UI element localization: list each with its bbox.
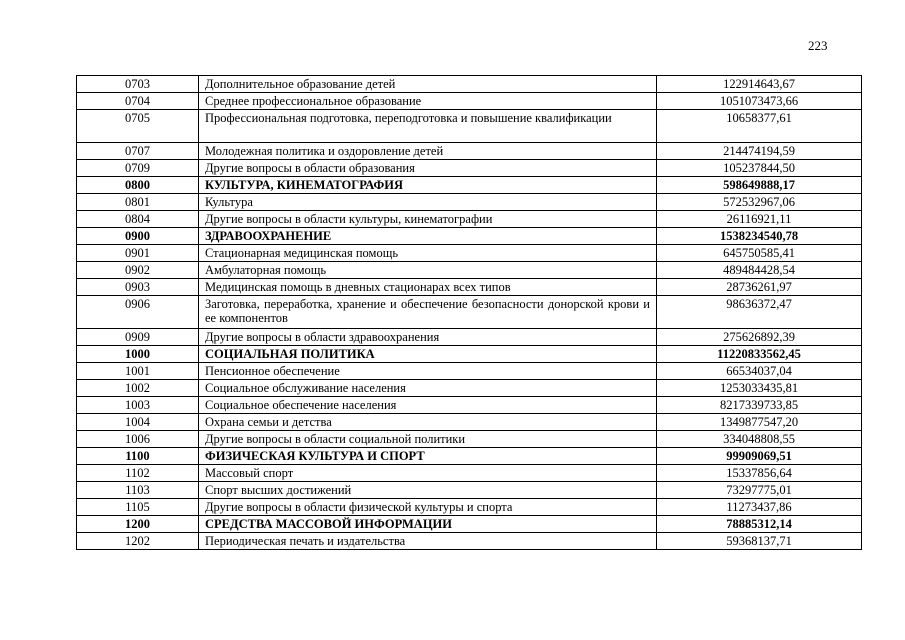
section-amount: 275626892,39 <box>657 329 862 346</box>
table-row <box>77 380 862 397</box>
section-amount: 122914643,67 <box>657 76 862 93</box>
section-code: 0804 <box>77 211 199 228</box>
section-code: 1006 <box>77 431 199 448</box>
section-code: 1105 <box>77 499 199 516</box>
table-row <box>77 211 862 228</box>
section-name: Социальное обеспечение населения <box>199 397 657 414</box>
section-name: Другие вопросы в области культуры, кинематографии <box>199 211 657 228</box>
section-name: Спорт высших достижений <box>199 482 657 499</box>
table-row <box>77 262 862 279</box>
table-row <box>77 228 862 245</box>
section-code: 0705 <box>77 110 199 143</box>
table-row <box>77 346 862 363</box>
section-code: 0709 <box>77 160 199 177</box>
table-row <box>77 397 862 414</box>
section-name: ФИЗИЧЕСКАЯ КУЛЬТУРА И СПОРТ <box>199 448 657 465</box>
section-amount: 11273437,86 <box>657 499 862 516</box>
section-name: Амбулаторная помощь <box>199 262 657 279</box>
table-row <box>77 143 862 160</box>
section-name: Другие вопросы в области физической культуры и спорта <box>199 499 657 516</box>
section-name: Медицинская помощь в дневных стационарах всех типов <box>199 279 657 296</box>
section-name: Стационарная медицинская помощь <box>199 245 657 262</box>
section-amount: 8217339733,85 <box>657 397 862 414</box>
table-row <box>77 93 862 110</box>
section-code: 0900 <box>77 228 199 245</box>
section-code: 0801 <box>77 194 199 211</box>
section-name: Молодежная политика и оздоровление детей <box>199 143 657 160</box>
section-amount: 73297775,01 <box>657 482 862 499</box>
section-code: 0906 <box>77 296 199 329</box>
section-code: 0902 <box>77 262 199 279</box>
section-code: 0901 <box>77 245 199 262</box>
section-name: ЗДРАВООХРАНЕНИЕ <box>199 228 657 245</box>
section-code: 0909 <box>77 329 199 346</box>
section-name: Охрана семьи и детства <box>199 414 657 431</box>
section-code: 1202 <box>77 533 199 550</box>
section-name: СРЕДСТВА МАССОВОЙ ИНФОРМАЦИИ <box>199 516 657 533</box>
section-amount: 15337856,64 <box>657 465 862 482</box>
table-row <box>77 414 862 431</box>
table-row <box>77 245 862 262</box>
section-code: 1002 <box>77 380 199 397</box>
table-row <box>77 482 862 499</box>
section-code: 0707 <box>77 143 199 160</box>
table-row <box>77 533 862 550</box>
budget-table-body <box>77 76 862 550</box>
section-name: Социальное обслуживание населения <box>199 380 657 397</box>
section-code: 1200 <box>77 516 199 533</box>
section-code: 0903 <box>77 279 199 296</box>
section-amount: 645750585,41 <box>657 245 862 262</box>
section-amount: 1349877547,20 <box>657 414 862 431</box>
section-amount: 1538234540,78 <box>657 228 862 245</box>
section-code: 0704 <box>77 93 199 110</box>
section-amount: 78885312,14 <box>657 516 862 533</box>
section-name: Другие вопросы в области образования <box>199 160 657 177</box>
table-row <box>77 499 862 516</box>
section-amount: 28736261,97 <box>657 279 862 296</box>
section-name: Заготовка, переработка, хранение и обеспечение безопасности донорской крови и ее компонентов <box>199 296 657 329</box>
table-row <box>77 194 862 211</box>
section-name: Профессиональная подготовка, переподготовка и повышение квалификации <box>199 110 657 143</box>
section-name: Периодическая печать и издательства <box>199 533 657 550</box>
section-amount: 489484428,54 <box>657 262 862 279</box>
section-amount: 26116921,11 <box>657 211 862 228</box>
section-name: Среднее профессиональное образование <box>199 93 657 110</box>
section-code: 0703 <box>77 76 199 93</box>
table-row <box>77 160 862 177</box>
section-name: Массовый спорт <box>199 465 657 482</box>
table-row <box>77 296 862 329</box>
section-amount: 99909069,51 <box>657 448 862 465</box>
table-row <box>77 448 862 465</box>
section-amount: 105237844,50 <box>657 160 862 177</box>
section-code: 1000 <box>77 346 199 363</box>
section-code: 1004 <box>77 414 199 431</box>
budget-table <box>76 75 862 550</box>
section-name: Дополнительное образование детей <box>199 76 657 93</box>
section-amount: 98636372,47 <box>657 296 862 329</box>
section-name: Пенсионное обеспечение <box>199 363 657 380</box>
table-row <box>77 76 862 93</box>
section-code: 0800 <box>77 177 199 194</box>
section-amount: 1253033435,81 <box>657 380 862 397</box>
table-row <box>77 329 862 346</box>
section-name: Другие вопросы в области здравоохранения <box>199 329 657 346</box>
section-amount: 11220833562,45 <box>657 346 862 363</box>
section-name: Другие вопросы в области социальной политики <box>199 431 657 448</box>
table-row <box>77 363 862 380</box>
table-row <box>77 177 862 194</box>
table-row <box>77 516 862 533</box>
section-amount: 214474194,59 <box>657 143 862 160</box>
section-amount: 572532967,06 <box>657 194 862 211</box>
section-amount: 59368137,71 <box>657 533 862 550</box>
section-amount: 66534037,04 <box>657 363 862 380</box>
section-amount: 1051073473,66 <box>657 93 862 110</box>
section-code: 1103 <box>77 482 199 499</box>
section-amount: 598649888,17 <box>657 177 862 194</box>
section-code: 1102 <box>77 465 199 482</box>
section-amount: 334048808,55 <box>657 431 862 448</box>
table-row <box>77 431 862 448</box>
table-row <box>77 279 862 296</box>
section-name: СОЦИАЛЬНАЯ ПОЛИТИКА <box>199 346 657 363</box>
section-name: КУЛЬТУРА, КИНЕМАТОГРАФИЯ <box>199 177 657 194</box>
section-name: Культура <box>199 194 657 211</box>
section-amount: 10658377,61 <box>657 110 862 143</box>
table-row <box>77 110 862 143</box>
section-code: 1100 <box>77 448 199 465</box>
table-row <box>77 465 862 482</box>
page-number: 223 <box>808 38 828 53</box>
section-code: 1001 <box>77 363 199 380</box>
section-code: 1003 <box>77 397 199 414</box>
